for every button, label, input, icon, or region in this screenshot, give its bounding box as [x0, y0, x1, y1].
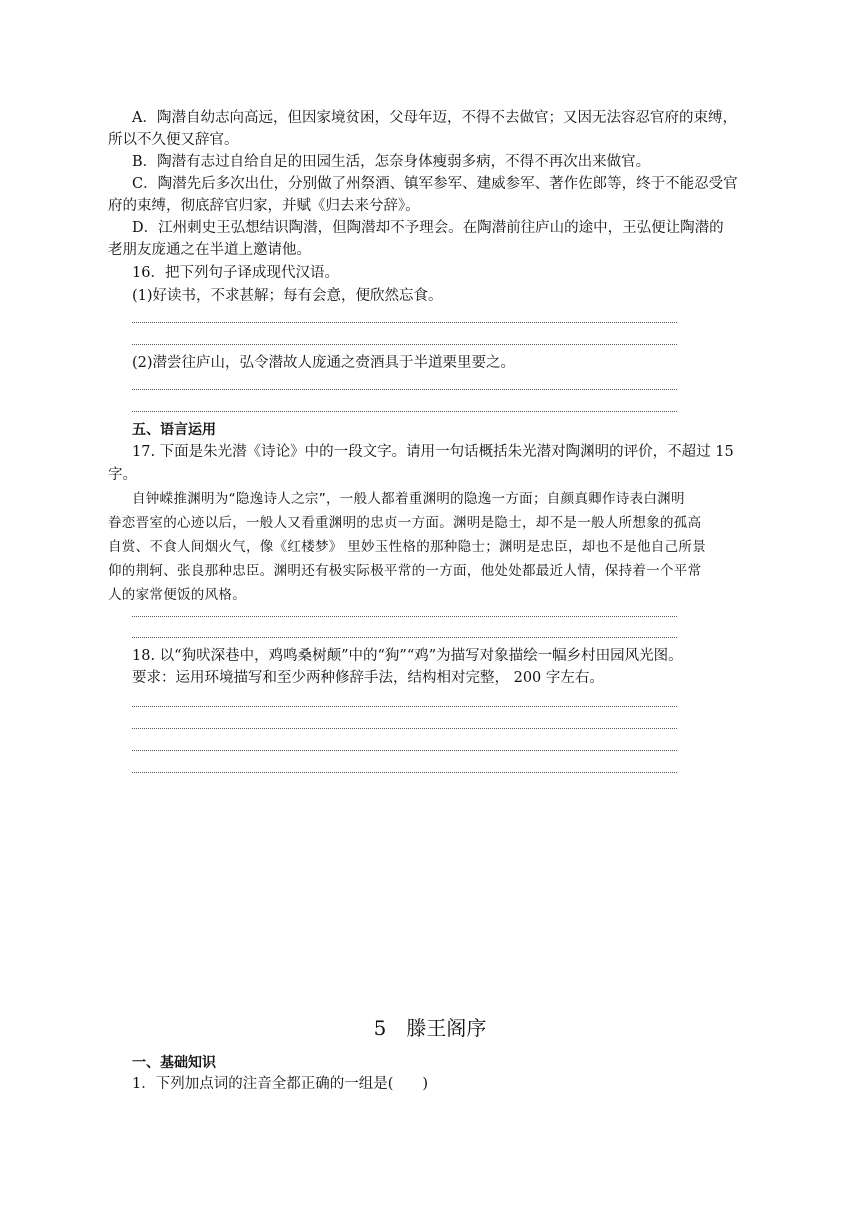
- option-c-line-2: 府的束缚，彻底辞官归家，并赋《归去来兮辞》。: [108, 198, 420, 214]
- question-17-stem-line-2: 字。: [108, 467, 137, 483]
- option-b-line-1: B．陶潜有志过自给自足的田园生活，怎奈身体瘦弱多病，不得不再次出来做官。: [132, 154, 651, 170]
- quoted-passage-line-1: 自钟嵘推渊明为“隐逸诗人之宗”，一般人都着重渊明的隐逸一方面；自颜真卿作诗表白渊明: [132, 491, 685, 507]
- question-16-stem: 16．把下列句子译成现代汉语。: [132, 265, 339, 281]
- answer-line[interactable]: [132, 750, 677, 751]
- question-18-stem-line-1: 18. 以“狗吠深巷中，鸡鸣桑树颠”中的“狗”“鸡”为描写对象描绘一幅乡村田园风光图。: [132, 648, 683, 664]
- answer-line[interactable]: [132, 616, 677, 617]
- question-18-stem-line-2: 要求：运用环境描写和至少两种修辞手法，结构相对完整， 200 字左右。: [132, 670, 604, 686]
- option-d-line-1: D．江州刺史王弘想结识陶潜，但陶潜却不予理会。在陶潜前往庐山的途中，王弘便让陶潜的: [132, 220, 724, 236]
- quoted-passage-line-3: 自赏、不食人间烟火气，像《红楼梦》 里妙玉性格的那种隐士；渊明是忠臣，却也不是他自己所景: [108, 539, 706, 555]
- question-16-sentence-2: (2)潜尝往庐山，弘令潜故人庞通之赍酒具于半道栗里要之。: [132, 355, 516, 371]
- question-16-sentence-1: (1)好读书，不求甚解；每有会意，便欣然忘食。: [132, 288, 443, 304]
- option-a-line-1: A．陶潜自幼志向高远，但因家境贫困，父母年迈，不得不去做官；又因无法容忍官府的束缚，: [132, 110, 737, 126]
- chapter-title: 5 滕王阁序: [373, 1016, 487, 1040]
- option-a-line-2: 所以不久便又辞官。: [108, 132, 239, 148]
- section-1-heading: 一、基础知识: [132, 1055, 216, 1071]
- answer-line[interactable]: [132, 389, 677, 390]
- quoted-passage-line-4: 仰的荆轲、张良那种忠臣。渊明还有极实际极平常的一方面，他处处都最近人情，保持着一个平常: [108, 563, 702, 579]
- option-d-line-2: 老朋友庞通之在半道上邀请他。: [108, 242, 311, 258]
- answer-line[interactable]: [132, 706, 677, 707]
- quoted-passage-line-2: 眷恋晋室的心迹以后，一般人又看重渊明的忠贞一方面。渊明是隐士，却不是一般人所想象的孤高: [108, 515, 702, 531]
- question-1-stem: 1．下列加点词的注音全都正确的一组是( ): [132, 1076, 429, 1092]
- answer-line[interactable]: [132, 411, 677, 412]
- answer-line[interactable]: [132, 772, 677, 773]
- question-17-stem-line-1: 17. 下面是朱光潜《诗论》中的一段文字。请用一句话概括朱光潜对陶渊明的评价，不超过 15: [132, 444, 734, 460]
- answer-line[interactable]: [132, 322, 677, 323]
- answer-line[interactable]: [132, 344, 677, 345]
- quoted-passage-line-5: 人的家常便饭的风格。: [108, 587, 246, 603]
- section-5-heading: 五、语言运用: [132, 422, 216, 438]
- answer-line[interactable]: [132, 728, 677, 729]
- option-c-line-1: C．陶潜先后多次出仕，分别做了州祭酒、镇军参军、建威参军、著作佐郎等，终于不能忍受官: [132, 176, 738, 192]
- answer-line[interactable]: [132, 637, 677, 638]
